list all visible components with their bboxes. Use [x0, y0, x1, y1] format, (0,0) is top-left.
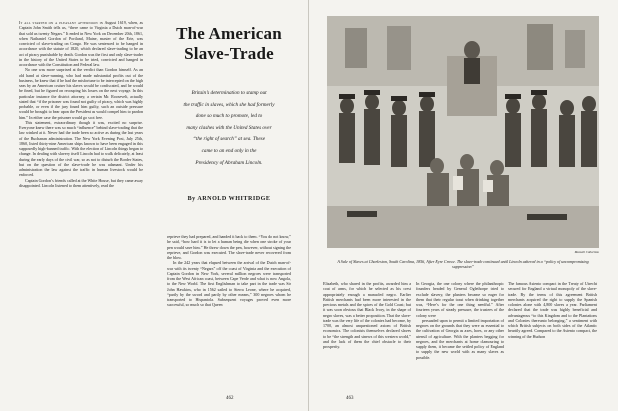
opening-smallcaps: It all started on a pleasant afternoon in: [19, 20, 104, 25]
article-deck: [160, 88, 298, 169]
article-column-1: [19, 20, 143, 390]
paragraph-8: In Georgia, the one colony where the philanthropic founders headed by General Oglethorpe tried to exclude slavery, the planters became so eager for them that their regular toast when drinking together was, “Here’s for the one thing needful.” After fourteen years of steady pressure, the trustees of the colony were: [416, 281, 504, 318]
deck-line: the traffic in slaves, which she had formerly: [183, 101, 275, 108]
article-title: The American Slave-Trade: [176, 24, 282, 63]
paragraph-4: Captain Gordon’s friends called at the White House, but they came away disappointed. Lincoln listened to them attentively, read the: [19, 177, 143, 188]
paragraph-6: In the 242 years that elapsed between the arrival of the Dutch man-of-war with its twenty “Negars” off the coast of Virginia and the execution of Captain Gordon in New York, several million negroes were transported from the West African coast, between Cape Verde and what is now Angola, to the New World. The first Englishman to take part in the trade was Sir John Hawkins, who in 1562 sailed to Sierra Leone, where he acquired, “partly by the sword and partly by other means,” 300 negroes whom he transported to Hispaniola. Subsequent voyages proved even more successful, so much so that Queen: [167, 260, 291, 308]
paragraph-9: persuaded upon to permit a limited importation of negroes on the grounds that they were as essential to the cultivation of Georgia as axes, hoes, or any other utensil of agriculture. With the planters begging for negroes, and the merchants at home clamouring to supply them, it became the settled policy of England to supply the new world with as many slaves as possible.: [416, 317, 504, 360]
page-number-left: 462: [226, 396, 234, 401]
paragraph-1-text: August 1619, when, as Captain John Smith tells us, “there came to Virginia a Dutch man-of-war that sold us twenty Negars.” It ended in New York on December 20th, 1861, when Nathaniel Gordon of Portland, Maine, master of the Erie, was convicted of slave-trading on Congo. He was sentenced to be hanged in accordance with the statute of 1820, which declared slave-trading to be an act of piracy punishable by death. Gordon was the first and only slave-trader in the history of the United States to be tried, convicted and hanged in accordance with the Constitution and Federal law.: [19, 20, 143, 67]
paragraph-5: reprieve they had prepared, and handed it back to them. “You do not know,” he said, “how hard it is to let a human being die when one stroke of your pen would save him.” He threw down the pen, however, without signing the reprieve, and Gordon was executed. The slave-trade never recovered from the blow.: [167, 234, 291, 260]
byline: By ARNOLD WHITRIDGE: [187, 196, 271, 202]
article-column-2: [167, 234, 291, 394]
paragraph-2: No one was more surprised at the verdict than Gordon himself. As an old hand at slave-running, who had made substantial profits out of the business, he knew that if he had the misfortune to be intercepted on the high seas by an American cruiser his slaves would be confiscated, and he would be fined, but he figured on recouping his losses on the next voyage. In this particular instance the district attorney, a certain Mr. Roosevelt, actually stated that “if the prisoner was found not guilty of piracy, which was highly probable, or even if the jury found him guilty, such an outside pressure would be brought to bear upon the President as would compel him to pardon him.” In either case the prisoner would go scot free.: [19, 67, 143, 120]
paragraph-10: The famous Asiento compact in the Treaty of Utrecht secured for England a virtual monopoly of the slave-trade. By the terms of this agreement British merchants acquired the right to supply the Spanish colonies alone with 4,800 slaves a year. Parliament declared that the trade was highly beneficial and advantageous “to this Kingdom and to the Plantations and Colonies thereunto belonging,” a sentiment with which British subjects on both sides of the Atlantic heartily agreed. Compared to the Asiento compact, the winning of the Hudson: [508, 281, 597, 339]
paragraph-1: [19, 20, 143, 67]
article-column-4: [416, 281, 504, 396]
illustration-caption: A Sale of Slaves at Charleston, South Carolina, 1856, After Eyre Crowe. The slave-trade continued until Lincoln ushered in a “policy of uncompromising suppression”: [337, 259, 589, 269]
photo-credit: Mansell Collection: [574, 250, 599, 254]
deck-line: “the right of search” at sea. These: [193, 136, 265, 143]
illustration-slave-auction: [327, 16, 599, 248]
paragraph-7: Elizabeth, who shared in the profits, awarded him a coat of arms, for which he selected as his crest appropriately enough a manacled negro. Earlier British merchants had been more interested in the precious metals and the spices of the Gold Coast; but it was soon obvious that Black Ivory, in the shape of negro slaves, was a better proposition. That the slave-trade was the very life of the colonies had become, by 1700, an almost unquestioned axiom of British economics. The colonists themselves declared slaves to be “the strength and sinews of this western world,” and the lack of them the chief obstacle to their prosperity.: [323, 281, 411, 349]
deck-line: came to an end only in the: [201, 147, 257, 154]
page-number-right: 463: [346, 396, 354, 401]
slave-auction-scene-icon: [327, 16, 599, 248]
article-column-3: [323, 281, 411, 396]
deck-line: many clashes with the United States over: [186, 124, 272, 131]
deck-line: Britain’s determination to stamp out: [191, 90, 267, 96]
paragraph-3: This statement, extraordinary though it was, excited no surprise. Everyone knew there was so much “influence” behind slave-trading that the law winked at it. Never had the trade been so active as during the last years of the Buchanan administration. The New York Evening Post, July 25th, 1860, listed thirty-nine American ships known to have been engaged in this supposedly high-banned traffic. With the election of Lincoln things began to change. In dealing with slavery itself Lincoln had to walk delicately, at least during the early days of the civil war, so as not to disturb the Border States, but on the question of the slave-trade he was adamant. Under his administration the law against the traffic in human livestock would be enforced.: [19, 119, 143, 178]
deck-line: done so much to promote, led to: [195, 113, 263, 120]
article-column-5: [508, 281, 597, 396]
deck-line: Presidency of Abraham Lincoln.: [195, 159, 263, 166]
